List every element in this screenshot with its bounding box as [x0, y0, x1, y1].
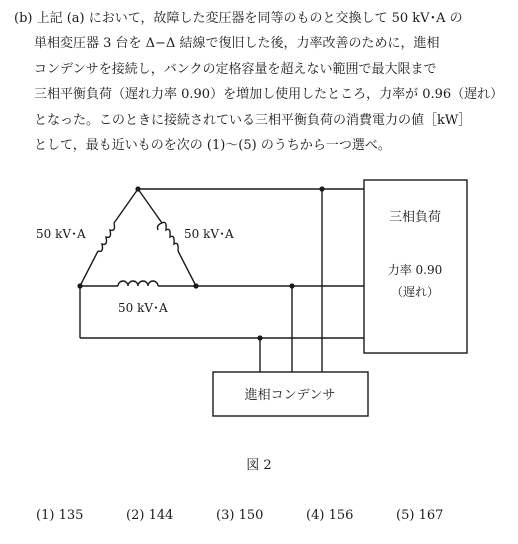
node-dot: [193, 283, 198, 288]
transformer-right-label: 50 kV･A: [184, 227, 234, 241]
choice-2[interactable]: [126, 508, 173, 523]
node-dot: [257, 335, 262, 340]
choice-3[interactable]: [216, 508, 263, 523]
question-line: (b) 上記 (a) において，故障した変圧器を同等のものと交換して 50 kV･A の: [14, 11, 463, 26]
figure-caption: 図 2: [246, 458, 272, 473]
choice-number: (1): [36, 508, 55, 523]
question-line: コンデンサを接続し，バンクの定格容量を超えない範囲で最大限まで: [34, 61, 437, 77]
load-title: 三相負荷: [388, 210, 442, 225]
choice-value: 167: [418, 508, 444, 523]
question-line: となった。このときに接続されている三相平衡負荷の消費電力の値［kW］: [34, 112, 472, 128]
choice-number: (5): [396, 508, 415, 523]
transformer-right-coil: [158, 222, 179, 251]
choice-5[interactable]: [396, 508, 443, 523]
choice-value: 150: [238, 508, 264, 523]
capacitor-label: 進相コンデンサ: [244, 388, 336, 403]
node-dot: [77, 283, 82, 288]
question-line: として，最も近いものを次の (1)～(5) のうちから一つ選べ。: [34, 137, 391, 153]
question-line: 単相変圧器 3 台を Δ−Δ 結線で復旧した後，力率改善のために，進相: [34, 36, 440, 52]
choice-value: 156: [328, 508, 354, 523]
node-dot: [135, 186, 140, 191]
choice-value: 144: [148, 508, 174, 523]
delta-left-wire-lower: [80, 251, 98, 286]
transformer-left-coil: [98, 223, 115, 251]
node-dot: [289, 283, 294, 288]
choice-4[interactable]: [306, 508, 353, 523]
transformer-left-label: 50 kV･A: [36, 227, 86, 241]
choice-number: (3): [216, 508, 235, 523]
transformer-bottom-label: 50 kV･A: [118, 301, 168, 315]
delta-left-wire-upper: [114, 189, 138, 223]
question-text: [14, 6, 510, 158]
load-power-factor: 力率 0.90: [387, 263, 443, 277]
transformer-bottom-coil: [118, 281, 158, 286]
choice-1[interactable]: [36, 508, 83, 523]
choice-number: (4): [306, 508, 325, 523]
choice-number: (2): [126, 508, 145, 523]
load-lagging: （遅れ）: [390, 285, 440, 299]
choice-value: 135: [58, 508, 84, 523]
node-dot: [319, 186, 324, 191]
delta-right-wire-upper: [138, 189, 162, 223]
circuit-diagram: [0, 170, 518, 450]
question-line: 三相平衡負荷（遅れ力率 0.90）を増加し使用したところ，力率が 0.96（遅れ）: [34, 87, 504, 103]
delta-right-wire-lower: [178, 251, 196, 286]
